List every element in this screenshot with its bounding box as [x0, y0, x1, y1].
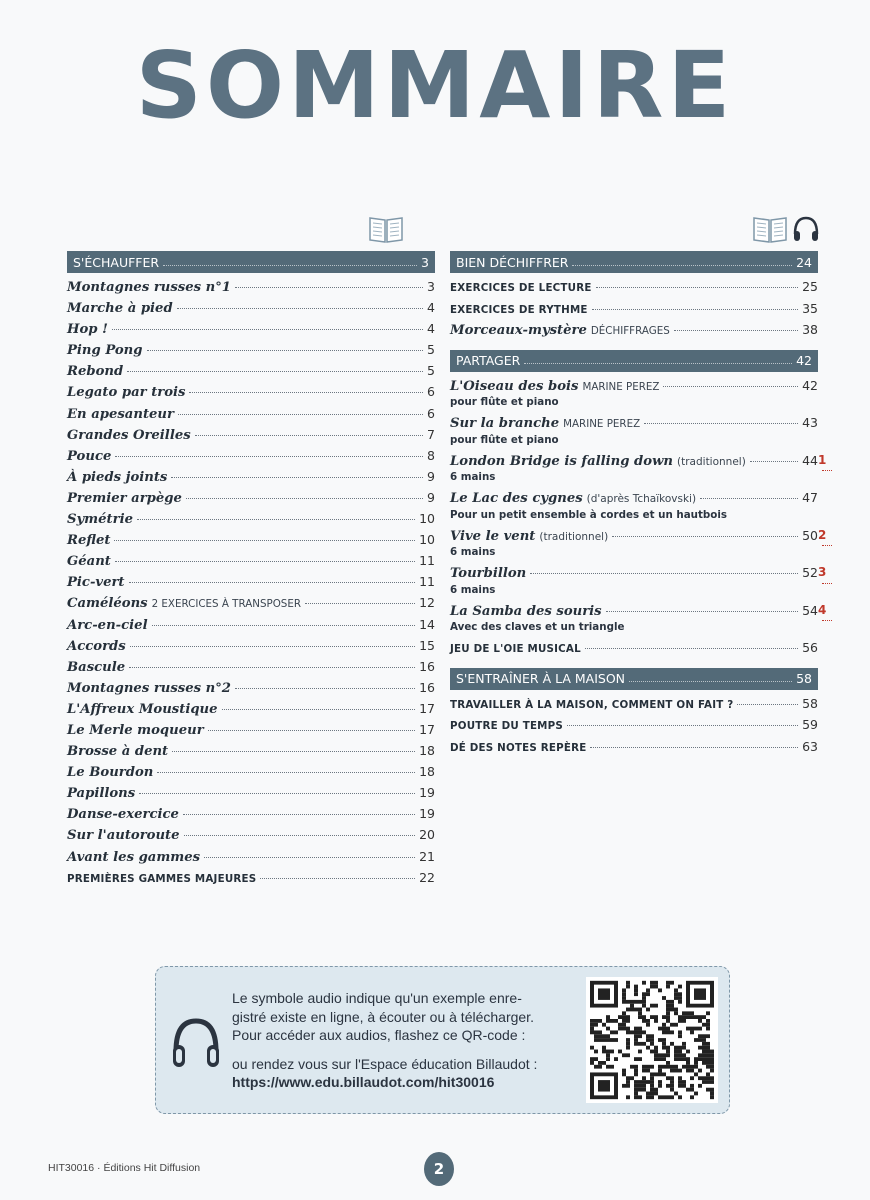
toc-entry[interactable] — [450, 279, 818, 301]
toc-entry-title: Arc-en-ciel — [67, 617, 148, 633]
section-label: S'ENTRAÎNER À LA MAISON — [456, 671, 626, 686]
leader-dots — [644, 423, 798, 424]
leader-dots — [305, 603, 415, 604]
leader-dots — [822, 470, 832, 471]
toc-item — [67, 511, 435, 532]
info-text — [232, 989, 582, 1092]
toc-item — [450, 301, 818, 323]
leader-dots — [592, 309, 798, 310]
leader-dots — [171, 477, 423, 478]
leader-dots — [127, 371, 423, 372]
toc-item — [67, 638, 435, 659]
leader-dots — [235, 287, 423, 288]
toc-entry-title: EXERCICES DE LECTURE — [450, 282, 592, 294]
toc-entry[interactable] — [67, 448, 435, 469]
toc-entry[interactable] — [67, 617, 435, 638]
section-header[interactable] — [450, 668, 818, 690]
toc-item — [450, 452, 827, 487]
toc-entry[interactable] — [67, 722, 435, 743]
toc-entry[interactable] — [67, 363, 435, 384]
section-page: 24 — [796, 254, 812, 270]
toc-item — [67, 617, 435, 638]
toc-entry[interactable] — [450, 717, 818, 739]
toc-entry-title: Hop ! — [67, 322, 108, 338]
toc-entry-page: 20 — [419, 827, 435, 843]
page-number: 2 — [424, 1152, 454, 1186]
toc-item — [67, 785, 435, 806]
toc-entry-title: Marche à pied — [67, 301, 173, 317]
info-line: gistré existe en ligne, à écouter ou à télécharger. — [232, 1008, 534, 1025]
footer-reference: HIT30016 · Éditions Hit Diffusion — [48, 1162, 201, 1174]
toc-entry-title: Grandes Oreilles — [67, 427, 191, 443]
toc-entry-title: Vive le vent — [450, 528, 536, 544]
toc-entry-page: 54 — [802, 602, 818, 618]
toc-entry-page: 59 — [802, 717, 818, 732]
audio-track-number[interactable]: 2 — [818, 527, 827, 542]
toc-entry[interactable] — [67, 300, 435, 321]
leader-dots — [183, 814, 415, 815]
toc-list — [450, 279, 818, 344]
leader-dots — [750, 461, 798, 462]
toc-entry[interactable] — [450, 490, 818, 512]
leader-dots — [115, 456, 423, 457]
toc-entry-title: Caméléons — [67, 596, 148, 612]
toc-item — [450, 279, 818, 301]
toc-entry[interactable] — [67, 469, 435, 490]
toc-entry-page: 58 — [802, 695, 818, 711]
toc-entry-page: 18 — [419, 743, 435, 759]
toc-entry-title: L'Affreux Moustique — [67, 701, 218, 717]
toc-entry-title: Le Merle moqueur — [67, 722, 204, 738]
toc-entry-title: Montagnes russes n°1 — [67, 280, 231, 295]
toc-entry[interactable] — [450, 527, 827, 550]
toc-item — [67, 279, 435, 300]
toc-entry-page: 12 — [419, 595, 435, 611]
toc-entry[interactable] — [450, 696, 818, 718]
leader-dots — [130, 646, 415, 647]
toc-entry-title: Pouce — [67, 448, 112, 464]
headphones-icon — [791, 214, 821, 244]
toc-item — [67, 870, 435, 891]
leader-dots — [177, 308, 423, 309]
toc-right-column — [450, 251, 827, 760]
toc-entry-title: Brosse à dent — [67, 744, 169, 760]
toc-item — [67, 384, 435, 405]
toc-entry-title: La Samba des souris — [450, 603, 602, 619]
toc-entry-page: 3 — [427, 279, 435, 294]
toc-entry[interactable] — [67, 279, 435, 300]
leader-dots — [189, 392, 423, 393]
section-label: BIEN DÉCHIFFRER — [456, 254, 569, 270]
toc-item — [67, 806, 435, 827]
toc-item — [67, 595, 435, 616]
toc-entry[interactable] — [67, 849, 435, 870]
toc-item — [67, 363, 435, 384]
toc-entry-page: 35 — [802, 300, 818, 316]
leader-dots — [585, 648, 798, 649]
toc-entry-page: 56 — [802, 640, 818, 655]
toc-entry-title: Montagnes russes n°2 — [67, 680, 231, 696]
toc-entry-page: 16 — [419, 658, 435, 674]
toc-item — [67, 342, 435, 363]
toc-entry-page: 38 — [802, 322, 818, 337]
leader-dots — [115, 561, 415, 562]
toc-entry-note: (traditionnel) — [539, 530, 609, 543]
leader-dots — [530, 573, 798, 574]
toc-entry-title: Bascule — [67, 659, 126, 675]
toc-entry-title: Le Lac des cygnes — [450, 491, 583, 506]
toc-item — [450, 322, 818, 344]
toc-entry[interactable] — [67, 342, 435, 363]
toc-item — [67, 743, 435, 764]
info-line: ou rendez vous sur l'Espace éducation Billaudot : — [232, 1055, 538, 1072]
toc-entry-title: TRAVAILLER À LA MAISON, COMMENT ON FAIT ? — [450, 698, 734, 711]
toc-entry-page: 19 — [419, 806, 435, 822]
qr-code-icon[interactable] — [586, 977, 718, 1103]
toc-left-column — [67, 251, 435, 891]
leader-dots — [663, 386, 798, 387]
toc-list — [450, 696, 818, 761]
toc-item — [67, 300, 435, 321]
toc-item — [67, 321, 435, 342]
toc-list — [67, 279, 435, 891]
toc-entry-note: (d'après Tchaïkovski) — [586, 493, 697, 505]
leader-dots — [700, 498, 798, 499]
toc-entry-page: 17 — [419, 700, 435, 716]
toc-item — [67, 406, 435, 427]
leader-dots — [260, 878, 415, 879]
toc-entry-title: Sur l'autoroute — [67, 828, 180, 844]
toc-item — [450, 602, 827, 637]
toc-entry-page: 5 — [427, 342, 435, 358]
toc-entry-title: Tourbillon — [450, 566, 527, 581]
toc-item — [450, 717, 818, 739]
leader-dots — [567, 725, 798, 726]
toc-entry-page: 11 — [419, 574, 435, 590]
leader-dots — [822, 620, 832, 621]
toc-entry[interactable] — [67, 870, 435, 891]
toc-entry-page: 6 — [427, 405, 435, 421]
leader-dots — [590, 747, 798, 748]
toc-entry[interactable] — [67, 574, 435, 595]
leader-dots — [157, 772, 415, 773]
toc-entry-title: DÉ DES NOTES REPÈRE — [450, 741, 587, 754]
toc-entry[interactable] — [67, 427, 435, 448]
toc-item — [67, 532, 435, 553]
toc-item — [67, 574, 435, 595]
leader-dots — [163, 265, 417, 266]
toc-item — [67, 490, 435, 511]
toc-entry-page: 8 — [427, 447, 435, 463]
toc-item — [67, 659, 435, 680]
toc-item — [67, 701, 435, 722]
toc-entry-subtitle: 6 mains — [450, 471, 496, 483]
toc-entry-note: MARINE PEREZ — [563, 418, 641, 430]
audio-track-number[interactable]: 3 — [818, 565, 827, 579]
toc-entry[interactable] — [67, 659, 435, 680]
leader-dots — [204, 857, 415, 858]
toc-entry-page: 17 — [419, 721, 435, 737]
toc-item — [450, 490, 818, 524]
toc-entry[interactable] — [450, 452, 827, 475]
audio-info-box — [155, 966, 730, 1114]
toc-entry[interactable] — [450, 378, 818, 400]
section-header[interactable] — [450, 251, 818, 273]
toc-entry[interactable] — [67, 638, 435, 659]
toc-item — [450, 527, 827, 562]
toc-item — [450, 378, 818, 412]
leader-dots — [596, 287, 799, 288]
toc-item — [450, 640, 818, 662]
leader-dots — [178, 414, 423, 415]
toc-entry-page: 19 — [419, 785, 435, 801]
toc-entry-title: Papillons — [67, 786, 136, 802]
section-page: 3 — [421, 254, 429, 270]
toc-entry-title: Ping Pong — [67, 343, 143, 359]
toc-entry-title: Avant les gammes — [67, 849, 201, 865]
leader-dots — [674, 330, 798, 331]
section-label: S'ÉCHAUFFER — [73, 254, 160, 270]
toc-entry[interactable] — [450, 565, 827, 587]
leader-dots — [184, 835, 416, 836]
toc-entry-subtitle: pour flûte et piano — [450, 396, 559, 408]
toc-item — [450, 696, 818, 718]
toc-entry-note: (traditionnel) — [677, 455, 746, 468]
toc-item — [67, 469, 435, 490]
toc-entry-title: À pieds joints — [67, 469, 168, 485]
toc-entry-title: L'Oiseau des bois — [450, 378, 579, 394]
toc-entry-subtitle: Pour un petit ensemble à cordes et un hautbois — [450, 508, 728, 521]
toc-entry-title: Géant — [67, 554, 111, 570]
toc-entry[interactable] — [67, 827, 435, 848]
toc-entry[interactable] — [67, 490, 435, 511]
toc-entry[interactable] — [450, 322, 818, 344]
toc-entry[interactable] — [450, 640, 818, 662]
toc-entry-page: 11 — [419, 553, 435, 569]
leader-dots — [572, 265, 792, 266]
page-title: SOMMAIRE — [135, 32, 735, 139]
leader-dots — [612, 536, 798, 537]
toc-entry[interactable] — [67, 511, 435, 532]
toc-list — [450, 377, 827, 662]
toc-item — [67, 827, 435, 848]
toc-entry-page: 21 — [419, 848, 435, 864]
leader-dots — [737, 704, 798, 705]
toc-item — [67, 427, 435, 448]
toc-entry-subtitle: Avec des claves et un triangle — [450, 621, 625, 633]
section-page: 58 — [796, 671, 812, 686]
toc-entry-page: 50 — [802, 527, 818, 543]
toc-entry[interactable] — [67, 406, 435, 427]
audio-track-number[interactable]: 4 — [818, 602, 827, 617]
leader-dots — [129, 582, 416, 583]
toc-entry-page: 5 — [427, 363, 435, 379]
leader-dots — [152, 625, 416, 626]
toc-entry-page: 10 — [419, 511, 435, 527]
toc-entry-page: 52 — [802, 565, 818, 580]
billaudot-link[interactable]: https://www.edu.billaudot.com/hit30016 — [232, 1074, 495, 1090]
toc-entry-page: 4 — [427, 321, 435, 337]
toc-entry-page: 10 — [419, 532, 435, 548]
leader-dots — [139, 793, 415, 794]
leader-dots — [137, 519, 415, 520]
toc-entry-title: EXERCICES DE RYTHME — [450, 303, 588, 316]
toc-entry[interactable] — [67, 595, 435, 616]
leader-dots — [172, 751, 415, 752]
toc-entry-page: 44 — [802, 452, 818, 468]
toc-entry[interactable] — [67, 806, 435, 827]
toc-entry[interactable] — [67, 701, 435, 722]
toc-entry-title: Danse-exercice — [67, 807, 179, 823]
toc-entry-note: 2 EXERCICES À TRANSPOSER — [151, 598, 301, 611]
toc-entry-page: 9 — [427, 489, 435, 505]
info-line: Le symbole audio indique qu'un exemple enre- — [232, 990, 522, 1006]
toc-entry-page: 25 — [802, 279, 818, 294]
leader-dots — [112, 329, 423, 330]
leader-dots — [822, 545, 832, 546]
toc-entry[interactable] — [67, 764, 435, 785]
toc-entry[interactable] — [450, 739, 818, 761]
leader-dots — [629, 681, 792, 682]
toc-entry-title: Morceaux-mystère — [450, 323, 587, 338]
toc-entry-page: 63 — [802, 738, 818, 754]
audio-track-number[interactable]: 1 — [818, 452, 827, 467]
toc-entry-title: London Bridge is falling down — [450, 453, 674, 469]
section-page: 42 — [796, 353, 812, 368]
section-label: PARTAGER — [456, 353, 521, 368]
leader-dots — [114, 540, 415, 541]
toc-entry-page: 47 — [802, 490, 818, 505]
toc-entry-page: 14 — [419, 616, 435, 632]
toc-entry[interactable] — [450, 415, 818, 437]
toc-item — [67, 722, 435, 743]
book-icon — [368, 214, 404, 244]
leader-dots — [186, 498, 423, 499]
toc-entry-page: 18 — [419, 764, 435, 780]
toc-entry[interactable] — [67, 384, 435, 405]
section-header[interactable] — [67, 251, 435, 273]
toc-entry-title: POUTRE DU TEMPS — [450, 720, 563, 732]
info-line: Pour accéder aux audios, flashez ce QR-code : — [232, 1027, 526, 1043]
toc-entry-subtitle: 6 mains — [450, 546, 496, 558]
toc-entry-title: Pic-vert — [67, 575, 125, 591]
toc-entry-page: 43 — [802, 415, 818, 430]
section-header[interactable] — [450, 350, 818, 372]
toc-entry-title: Rebond — [67, 364, 124, 380]
toc-item — [450, 415, 818, 449]
toc-entry-title: PREMIÈRES GAMMES MAJEURES — [67, 872, 257, 885]
toc-entry-title: Reflet — [67, 533, 111, 549]
toc-entry-page: 7 — [427, 426, 435, 442]
toc-entry-title: Sur la branche — [450, 416, 560, 431]
toc-entry-title: Le Bourdon — [67, 765, 154, 781]
toc-entry-title: JEU DE L'OIE MUSICAL — [450, 643, 581, 655]
toc-entry[interactable] — [67, 680, 435, 701]
toc-entry-page: 16 — [419, 679, 435, 695]
leader-dots — [195, 435, 423, 436]
leader-dots — [208, 730, 415, 731]
toc-item — [67, 553, 435, 574]
toc-entry-subtitle: pour flûte et piano — [450, 433, 559, 446]
toc-entry-note: DÉCHIFFRAGES — [590, 325, 670, 337]
toc-entry-page: 22 — [419, 869, 435, 885]
toc-entry-page: 42 — [802, 377, 818, 393]
toc-entry-subtitle: 6 mains — [450, 583, 496, 596]
toc-entry-page: 6 — [427, 384, 435, 400]
toc-entry-page: 9 — [427, 468, 435, 484]
headphones-icon — [170, 1015, 222, 1071]
leader-dots — [147, 350, 424, 351]
toc-item — [450, 739, 818, 761]
toc-entry-title: Accords — [67, 638, 126, 654]
toc-item — [67, 849, 435, 870]
toc-entry-page: 4 — [427, 300, 435, 316]
toc-entry-note: MARINE PEREZ — [582, 380, 660, 393]
toc-entry-title: En apesanteur — [67, 406, 174, 422]
leader-dots — [129, 667, 415, 668]
toc-item — [450, 565, 827, 599]
toc-entry-title: Symétrie — [67, 512, 133, 528]
leader-dots — [822, 583, 832, 584]
toc-entry-title: Legato par trois — [67, 385, 186, 401]
toc-entry-title: Premier arpège — [67, 490, 182, 506]
leader-dots — [524, 363, 792, 364]
toc-entry[interactable] — [67, 785, 435, 806]
toc-entry-page: 15 — [419, 637, 435, 653]
toc-entry[interactable] — [67, 532, 435, 553]
toc-item — [67, 680, 435, 701]
toc-entry[interactable] — [450, 602, 827, 625]
toc-item — [67, 448, 435, 469]
leader-dots — [222, 709, 416, 710]
toc-entry[interactable] — [450, 301, 818, 323]
toc-entry[interactable] — [67, 553, 435, 574]
toc-entry[interactable] — [67, 743, 435, 764]
toc-entry[interactable] — [67, 321, 435, 342]
toc-item — [67, 764, 435, 785]
book-icon — [752, 214, 788, 244]
leader-dots — [235, 688, 415, 689]
leader-dots — [606, 611, 798, 612]
